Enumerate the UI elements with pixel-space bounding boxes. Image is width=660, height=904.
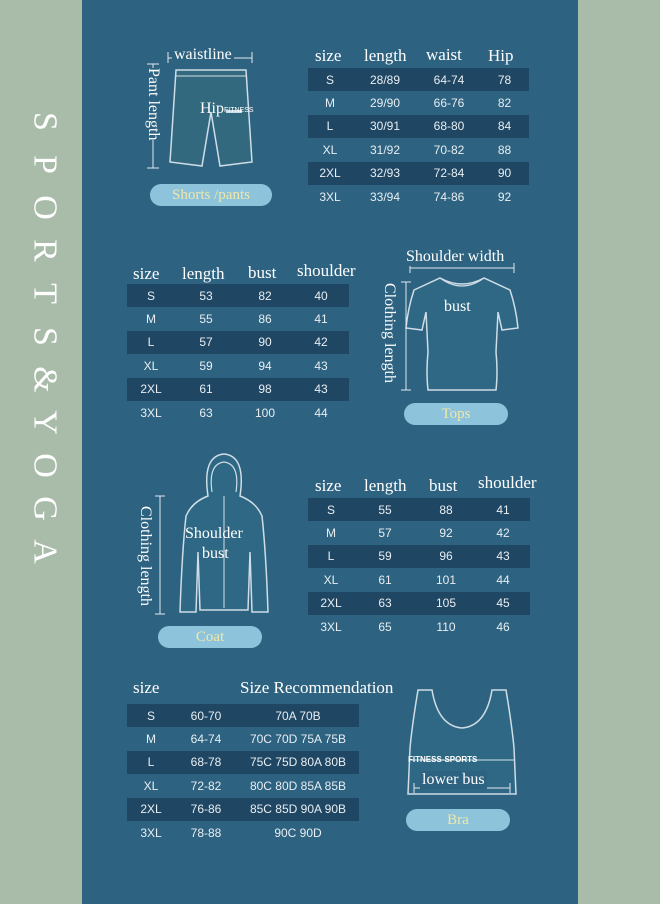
table-cell: 57 (378, 526, 392, 541)
table-row (127, 307, 349, 330)
table-cell: 46 (496, 619, 510, 634)
side-title-letter: S (26, 327, 64, 346)
table-cell: 74-86 (433, 189, 465, 204)
table-cell: 86 (258, 312, 272, 327)
table-cell: 90C 90D (274, 825, 322, 840)
table-row (127, 727, 359, 750)
table-cell: 42 (496, 526, 510, 541)
side-title-letter: T (26, 283, 64, 304)
table-cell: 43 (314, 358, 328, 373)
table-cell: 90 (237, 331, 293, 354)
side-title-letter: G (26, 496, 64, 521)
table-cell: 64-74 (190, 732, 222, 747)
side-title-letter: S (26, 112, 64, 131)
coat-length-label: Clothing length (137, 506, 154, 606)
side-title-letter: R (26, 239, 64, 262)
table-cell: 41 (476, 498, 530, 521)
table-cell: 76-86 (175, 798, 237, 821)
bra-size-table (127, 704, 359, 844)
table-cell: 70C 70D 75A 75B (249, 732, 347, 747)
coat-header-bust: bust (429, 476, 458, 495)
table-cell: M (325, 96, 335, 111)
bra-header-recommendation: Size Recommendation (240, 678, 394, 697)
table-cell: 2XL (127, 378, 175, 401)
pants-size-table (308, 68, 529, 208)
side-title-letter: O (26, 453, 64, 478)
table-cell: 53 (175, 284, 237, 307)
tops-pill: Tops (404, 403, 508, 425)
table-row (308, 138, 529, 161)
table-cell: S (308, 68, 352, 91)
table-cell: 68-78 (175, 751, 237, 774)
table-cell: 59 (199, 358, 213, 373)
coat-header-shoulder: shoulder (478, 473, 537, 492)
bra-header-size: size (133, 678, 160, 697)
table-cell: 82 (497, 96, 512, 111)
tops-header-bust: bust (248, 263, 277, 282)
table-cell: 3XL (320, 619, 342, 634)
shorts-illustration (164, 62, 256, 174)
table-cell: 101 (435, 572, 457, 587)
table-cell: 57 (175, 331, 237, 354)
coat-size-table (308, 498, 530, 638)
bra-pill: Bra (406, 809, 510, 831)
table-row (308, 91, 529, 114)
table-cell: 80C 80D 85A 85B (249, 778, 347, 793)
table-cell: 64-74 (418, 68, 480, 91)
table-cell: 55 (199, 312, 213, 327)
table-cell: 90 (480, 162, 529, 185)
table-cell: 45 (476, 592, 530, 615)
table-cell: 105 (416, 592, 476, 615)
tops-header-shoulder: shoulder (297, 261, 356, 280)
table-cell: 55 (354, 498, 416, 521)
table-row (127, 798, 359, 821)
table-row (308, 498, 530, 521)
bra-lower-bust-label: lower bus (422, 771, 485, 788)
side-title-letter: O (26, 195, 64, 220)
table-cell: 3XL (319, 189, 341, 204)
table-cell: 78 (480, 68, 529, 91)
table-row (127, 331, 349, 354)
table-cell: 2XL (308, 592, 354, 615)
table-cell: 2XL (127, 798, 175, 821)
table-cell: 3XL (140, 825, 162, 840)
table-cell: 43 (293, 378, 349, 401)
pants-header-size: size (315, 46, 342, 65)
pants-pill: Shorts /pants (150, 184, 272, 206)
table-cell: 60-70 (175, 704, 237, 727)
table-row (127, 354, 349, 377)
table-cell: 70A 70B (237, 704, 359, 727)
tops-header-length: length (182, 264, 225, 283)
table-cell: 44 (314, 405, 328, 420)
table-cell: S (127, 284, 175, 307)
table-row (308, 68, 529, 91)
table-cell: 100 (254, 405, 276, 420)
table-row (308, 545, 530, 568)
table-row (308, 115, 529, 138)
table-cell: 78-88 (190, 825, 222, 840)
table-cell: 30/91 (352, 115, 418, 138)
table-cell: L (127, 331, 175, 354)
table-row (127, 704, 359, 727)
table-cell: 63 (354, 592, 416, 615)
pants-header-length: length (364, 46, 407, 65)
coat-length-marker (154, 494, 166, 616)
size-chart-panel (82, 0, 578, 904)
table-cell: 42 (293, 331, 349, 354)
side-title (20, 100, 70, 573)
side-title-letter: P (26, 155, 64, 174)
table-cell: 70-82 (433, 142, 465, 157)
table-cell: 68-80 (418, 115, 480, 138)
table-row (308, 185, 529, 208)
table-cell: 63 (199, 405, 213, 420)
bra-brand-label: FITNESS-SPORTS (408, 755, 478, 764)
table-cell: 88 (416, 498, 476, 521)
table-cell: M (146, 732, 156, 747)
table-cell: 72-84 (418, 162, 480, 185)
coat-pill: Coat (158, 626, 262, 648)
tops-length-marker (400, 280, 412, 392)
table-cell: 88 (497, 142, 512, 157)
table-cell: 29/90 (369, 96, 401, 111)
tops-shoulder-label: Shoulder width (406, 248, 505, 265)
table-cell: S (308, 498, 354, 521)
tops-size-table (127, 284, 349, 424)
table-cell: 92 (497, 189, 512, 204)
side-title-letter: & (26, 366, 64, 393)
table-cell: 44 (496, 572, 510, 587)
table-cell: L (308, 115, 352, 138)
table-cell: 33/94 (369, 189, 401, 204)
table-cell: 98 (237, 378, 293, 401)
table-cell: 61 (378, 572, 392, 587)
table-row (308, 615, 530, 638)
table-cell: M (326, 526, 336, 541)
table-cell: 32/93 (352, 162, 418, 185)
pants-hip-label: Hip (200, 100, 224, 117)
tops-header-size: size (133, 264, 160, 283)
pants-length-label: Pant length (145, 68, 162, 141)
table-row (127, 751, 359, 774)
table-cell: 85C 85D 90A 90B (237, 798, 359, 821)
table-cell: 2XL (308, 162, 352, 185)
pants-header-hip: Hip (488, 46, 514, 65)
table-row (127, 378, 349, 401)
table-row (127, 401, 349, 424)
table-cell: 28/89 (352, 68, 418, 91)
table-cell: 65 (378, 619, 392, 634)
table-cell: 66-76 (433, 96, 465, 111)
side-title-letter: A (26, 539, 64, 564)
table-cell: S (127, 704, 175, 727)
table-cell: 61 (175, 378, 237, 401)
table-row (308, 568, 530, 591)
table-row (308, 521, 530, 544)
table-cell: 40 (293, 284, 349, 307)
table-row (308, 162, 529, 185)
table-row (127, 774, 359, 797)
right-strip (578, 0, 660, 904)
table-cell: 41 (314, 312, 328, 327)
table-cell: 96 (416, 545, 476, 568)
pants-waist-label: waistline (174, 46, 232, 63)
table-cell: 84 (480, 115, 529, 138)
table-cell: 75C 75D 80A 80B (237, 751, 359, 774)
table-row (308, 592, 530, 615)
table-cell: L (127, 751, 175, 774)
table-cell: 94 (258, 358, 272, 373)
table-cell: XL (143, 778, 159, 793)
pants-header-waist: waist (426, 45, 462, 64)
table-cell: 3XL (140, 405, 162, 420)
table-cell: XL (143, 358, 159, 373)
table-cell: 92 (439, 526, 453, 541)
table-cell: XL (323, 572, 339, 587)
table-cell: 82 (237, 284, 293, 307)
tops-length-label: Clothing length (381, 283, 398, 383)
side-title-letter: Y (26, 410, 64, 435)
table-cell: 59 (354, 545, 416, 568)
table-cell: L (308, 545, 354, 568)
table-cell: M (146, 312, 156, 327)
coat-bust-label: bust (202, 545, 229, 562)
coat-shoulder-label: Shoulder (185, 525, 243, 542)
table-row (127, 284, 349, 307)
coat-header-length: length (364, 476, 407, 495)
coat-header-size: size (315, 476, 342, 495)
table-row (127, 821, 359, 844)
table-cell: 31/92 (369, 142, 401, 157)
pants-brand-label: FITNESS (224, 107, 254, 114)
tshirt-illustration (402, 272, 522, 396)
table-cell: XL (322, 142, 338, 157)
table-cell: 43 (476, 545, 530, 568)
table-cell: 72-82 (190, 778, 222, 793)
tops-bust-label: bust (444, 298, 471, 315)
table-cell: 110 (436, 619, 456, 634)
